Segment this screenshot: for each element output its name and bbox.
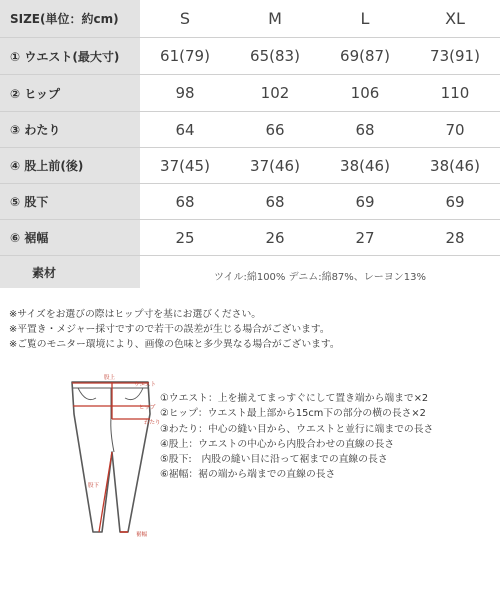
- hem-label: 裾幅: [136, 532, 148, 538]
- cell-l: 27: [355, 228, 375, 247]
- row-label: ① ウエスト(最大寸): [0, 38, 140, 74]
- legend-hem: ⑥裾幅：裾の端から端までの直線の長さ: [160, 469, 336, 481]
- cell-s: 68: [175, 192, 195, 211]
- cell-l: 69(87): [340, 47, 390, 65]
- cell-l: 38(46): [340, 156, 390, 175]
- legend-hip: ②ヒップ：ウエスト最上部から15cm下の部分の横の長さ×2: [160, 408, 426, 420]
- inseam-label: 股下: [88, 483, 100, 489]
- table-row-material: [0, 256, 500, 288]
- row-label: ② ヒップ: [0, 75, 140, 111]
- row-label: ⑥ 裾幅: [0, 220, 140, 255]
- rise-label: 股上: [104, 375, 116, 381]
- cell-s: 25: [175, 228, 195, 247]
- size-m-header: M: [268, 9, 282, 28]
- measurement-legend: [160, 391, 498, 483]
- size-table: [0, 0, 500, 288]
- pocket-left: [78, 388, 96, 400]
- inseam-measure-line: [99, 452, 112, 532]
- cell-l: 106: [350, 84, 380, 102]
- size-l-header: L: [360, 9, 370, 28]
- legend-thigh: ③わたり：中心の縫い目から、ウエストと並行に端までの長さ: [160, 423, 434, 435]
- cell-m: 65(83): [250, 47, 300, 65]
- table-row-hem: [0, 220, 500, 255]
- cell-m: 102: [260, 84, 290, 102]
- hip-label: ヒップ: [139, 405, 156, 411]
- legend-rise: ④股上：ウエストの中心から内股合わせの直線の長さ: [160, 438, 395, 450]
- table-row-waist: [0, 38, 500, 74]
- size-unit-header: SIZE(単位：約cm): [0, 0, 140, 37]
- cell-xl: 38(46): [430, 156, 480, 175]
- cell-m: 37(46): [250, 156, 300, 175]
- cell-s: 37(45): [160, 156, 210, 175]
- cell-l: 68: [355, 120, 375, 139]
- material-label: 素材: [0, 256, 140, 288]
- table-header-row: [0, 0, 500, 37]
- cell-m: 66: [265, 120, 285, 139]
- pants-measurement-diagram: [64, 372, 174, 542]
- table-row-thigh: [0, 112, 500, 147]
- note-item: ※ご覧のモニター環境により、画像の色味と多少異なる場合がございます。: [9, 339, 340, 350]
- waist-label: ウエスト: [134, 382, 157, 388]
- cell-xl: 69: [445, 192, 465, 211]
- table-row-inseam: [0, 184, 500, 219]
- size-s-header: S: [179, 9, 191, 28]
- cell-m: 68: [265, 192, 285, 211]
- cell-xl: 73(91): [430, 47, 480, 65]
- cell-s: 98: [175, 84, 195, 102]
- legend-inseam: ⑤股下: 内股の縫い目に沿って裾までの直線の長さ: [160, 454, 388, 466]
- note-item: ※平置き・メジャー採寸ですので若干の誤差が生じる場合がございます。: [9, 324, 330, 335]
- row-label: ③ わたり: [0, 112, 140, 147]
- cell-xl: 70: [445, 120, 465, 139]
- cell-s: 64: [175, 120, 195, 139]
- cell-xl: 28: [445, 228, 465, 247]
- note-item: ※サイズをお選びの際はヒップ寸を基にお選びください。: [9, 309, 262, 320]
- cell-m: 26: [265, 228, 285, 247]
- row-label: ④ 股上前(後): [0, 148, 140, 183]
- thigh-label: わたり: [144, 420, 161, 426]
- size-notes: [9, 307, 497, 352]
- pocket-right: [125, 388, 143, 400]
- table-row-rise: [0, 148, 500, 183]
- size-xl-header: XL: [445, 9, 465, 28]
- cell-l: 69: [355, 192, 375, 211]
- cell-xl: 110: [440, 84, 470, 102]
- material-value: ツイル:綿100% デニム:綿87%、レーヨン13%: [213, 271, 427, 283]
- row-label: ⑤ 股下: [0, 184, 140, 219]
- legend-waist: ①ウエスト：上を揃えてまっすぐにして置き端から端まで×2: [160, 393, 429, 404]
- table-row-hip: [0, 75, 500, 111]
- cell-s: 61(79): [160, 47, 210, 65]
